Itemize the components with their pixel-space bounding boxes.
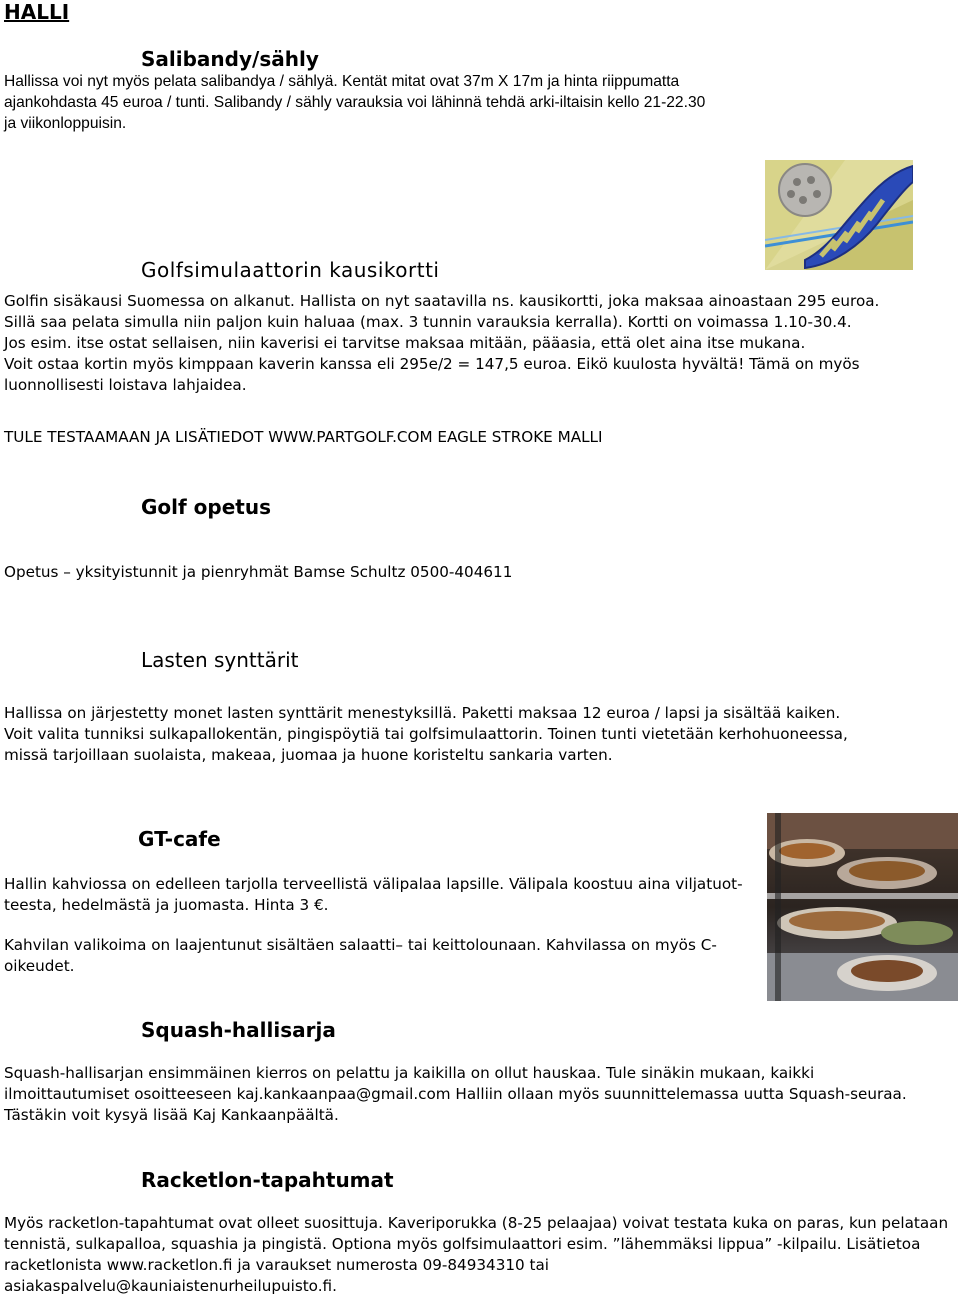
squash-text: Squash-hallisarjan ensimmäinen kierros on pelattu ja kaikilla on ollut hauskaa. Tule sinäkin mukaan, kaikki ilmoittautumiset osoitteeseen kaj.kankaanpaa@gmail.com Halliin ollaan myös suunnittelemassa uutta Squash-seuraa. Tästäkin voit kysyä lisää Kaj Kankaanpäältä. bbox=[4, 1064, 907, 1124]
salibandy-heading: Salibandy/sähly bbox=[141, 47, 319, 71]
salibandy-text: Hallissa voi nyt myös pelata salibandya / sählyä. Kentät mitat ovat 37m X 17m ja hinta riippumatta ajankohdasta 45 euroa / tunti. Salibandy / sähly varauksia voi lähinnä tehdä arki-iltaisin kello 21-22.30 ja viikonloppuisin. bbox=[4, 73, 706, 132]
golfsim-cta: TULE TESTAAMAAN JA LISÄTIEDOT WWW.PARTGOLF.COM EAGLE STROKE MALLI bbox=[4, 428, 603, 446]
racketlon-text: Myös racketlon-tapahtumat ovat olleet suosittuja. Kaveriporukka (8-25 pelaajaa) voivat testata kuka on paras, kun pelataan tennistä, sulkapalloa, squashia ja pingistä. Optiona myös golfsimulaattori esim. ”lähemmäksi lippua” -kilpailu. Lisätietoa racketlonista www.racketlon.fi ja varaukset numerosta 09-84934310 tai asiakaspalvelu@kauniaistenurheilupuisto.fi. bbox=[4, 1214, 949, 1295]
cafe-display-photo bbox=[767, 813, 958, 1001]
golfopetus-heading: Golf opetus bbox=[141, 495, 271, 519]
golfsim-heading: Golfsimulaattorin kausikortti bbox=[141, 258, 440, 282]
floorball-stick-icon bbox=[765, 160, 913, 270]
gtcafe-text-2: Kahvilan valikoima on laajentunut sisältäen salaatti– tai keittolounaan. Kahvilassa on myös C- oikeudet. bbox=[4, 936, 717, 975]
synttarit-heading: Lasten synttärit bbox=[141, 648, 299, 672]
golfsim-text: Golfin sisäkausi Suomessa on alkanut. Hallista on nyt saatavilla ns. kausikortti, joka maksaa ainoastaan 295 euroa. Sillä saa pelata simulla niin paljon kuin haluaa (max. 3 tunnin varauksia kerralla). Kortti on voimassa 1.10-30.4. Jos esim. itse ostat sellaisen, niin kaverisi ei tarvitse maksaa mitään, pääasia, että olet aina itse mukana. Voit ostaa kortin myös kimppaan kaverin kanssa eli 295e/2 = 147,5 euroa. Eikö kuulosta hyvältä! Tämä on myös luonnollisesti loistava lahjaidea. bbox=[4, 292, 880, 394]
gtcafe-heading: GT-cafe bbox=[138, 827, 221, 851]
gtcafe-text-1: Hallin kahviossa on edelleen tarjolla terveellistä välipalaa lapsille. Välipala koostuu aina viljatuot- teesta, hedelmästä ja juomasta. Hinta 3 €. bbox=[4, 875, 743, 914]
squash-heading: Squash-hallisarja bbox=[141, 1018, 336, 1042]
racketlon-heading: Racketlon-tapahtumat bbox=[141, 1168, 394, 1192]
synttarit-text: Hallissa on järjestetty monet lasten synttärit menestyksillä. Paketti maksaa 12 euroa / lapsi ja sisältää kaiken. Voit valita tunniksi sulkapallokentän, pingispöytiä tai golfsimulaattorin. Toinen tunti vietetään kerhohuoneessa, missä tarjoillaan suolaista, makeaa, juomaa ja huone koristeltu sankaria varten. bbox=[4, 704, 848, 764]
page-title: HALLI bbox=[4, 0, 70, 24]
golfopetus-text: Opetus – yksityistunnit ja pienryhmät Bamse Schultz 0500-404611 bbox=[4, 563, 513, 581]
